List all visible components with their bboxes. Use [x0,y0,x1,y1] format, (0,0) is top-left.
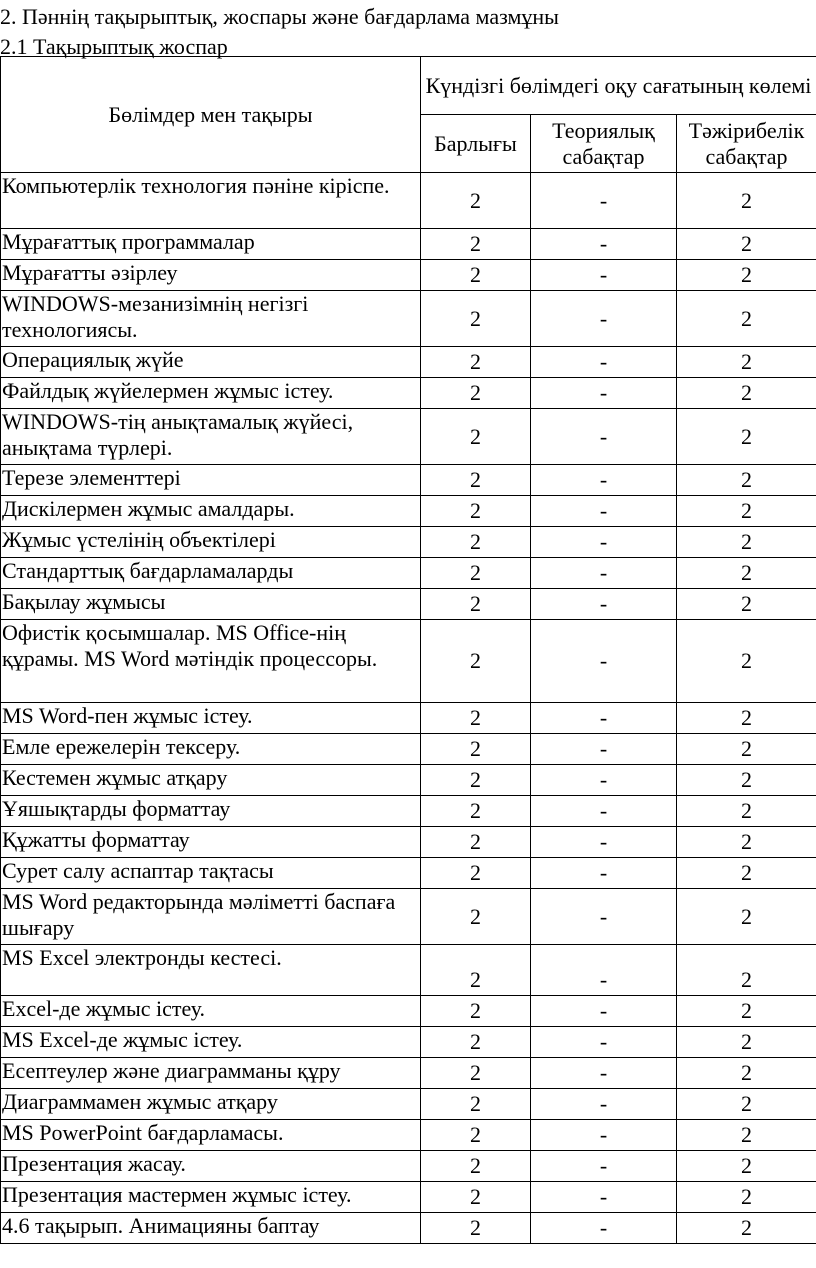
theory-hours-cell: - [531,945,677,996]
topic-cell: Стандарттық бағдарламаларды [1,558,421,589]
table-row [1,827,816,858]
topic-cell: Офистік қосымшалар. MS Office-нің құрамы. MS Word мәтіндік процессоры. [1,620,421,703]
header-theory: Теориялық сабақтар [531,115,677,173]
theory-hours-cell: - [531,1089,677,1120]
total-hours-cell: 2 [421,703,531,734]
practice-hours-cell: 2 [677,827,816,858]
topic-cell: Ұяшықтарды форматтау [1,796,421,827]
practice-hours-cell: 2 [677,378,816,409]
theory-hours-cell: - [531,229,677,260]
theory-hours-cell: - [531,173,677,229]
practice-hours-cell: 2 [677,260,816,291]
topic-cell: Операциялық жүйе [1,347,421,378]
total-hours-cell: 2 [421,527,531,558]
total-hours-cell: 2 [421,378,531,409]
total-hours-cell: 2 [421,229,531,260]
header-hours-group: Күндізгі бөлімдегі оқу сағатының көлемі [421,57,816,115]
total-hours-cell: 2 [421,465,531,496]
topic-cell: Дискілермен жұмыс амалдары. [1,496,421,527]
total-hours-cell: 2 [421,1182,531,1213]
topic-cell: Жұмыс үстелінің объектілері [1,527,421,558]
total-hours-cell: 2 [421,858,531,889]
table-row [1,734,816,765]
topic-cell: WINDOWS-мезанизімнің негізгі технологиясы. [1,291,421,347]
topic-cell: Құжатты форматтау [1,827,421,858]
topic-cell: WINDOWS-тің анықтамалық жүйесі, анықтама түрлері. [1,409,421,465]
topic-cell: Терезе элементтері [1,465,421,496]
practice-hours-cell: 2 [677,229,816,260]
table-row [1,558,816,589]
practice-hours-cell: 2 [677,945,816,996]
topic-cell: Сурет салу аспаптар тақтасы [1,858,421,889]
total-hours-cell: 2 [421,1151,531,1182]
topic-cell: Есептеулер және диаграмманы құру [1,1058,421,1089]
theory-hours-cell: - [531,260,677,291]
table-row [1,173,816,229]
practice-hours-cell: 2 [677,1182,816,1213]
table-row [1,291,816,347]
header-practice: Тәжірибелік сабақтар [677,115,816,173]
practice-hours-cell: 2 [677,796,816,827]
theory-hours-cell: - [531,378,677,409]
table-row [1,465,816,496]
theory-hours-cell: - [531,734,677,765]
table-row [1,1089,816,1120]
theory-hours-cell: - [531,765,677,796]
table-row [1,796,816,827]
practice-hours-cell: 2 [677,409,816,465]
theory-hours-cell: - [531,558,677,589]
theory-hours-cell: - [531,1058,677,1089]
total-hours-cell: 2 [421,291,531,347]
topic-cell: Excel-де жұмыс істеу. [1,996,421,1027]
thematic-plan-table [0,56,816,1244]
topic-cell: Презентация мастермен жұмыс істеу. [1,1182,421,1213]
table-row [1,889,816,945]
practice-hours-cell: 2 [677,496,816,527]
table-row [1,996,816,1027]
practice-hours-cell: 2 [677,1213,816,1244]
theory-hours-cell: - [531,889,677,945]
practice-hours-cell: 2 [677,465,816,496]
practice-hours-cell: 2 [677,291,816,347]
table-row [1,589,816,620]
practice-hours-cell: 2 [677,889,816,945]
total-hours-cell: 2 [421,734,531,765]
table-row [1,1213,816,1244]
practice-hours-cell: 2 [677,527,816,558]
theory-hours-cell: - [531,347,677,378]
theory-hours-cell: - [531,465,677,496]
theory-hours-cell: - [531,703,677,734]
table-row [1,1027,816,1058]
table-row [1,347,816,378]
theory-hours-cell: - [531,291,677,347]
total-hours-cell: 2 [421,945,531,996]
total-hours-cell: 2 [421,1089,531,1120]
practice-hours-cell: 2 [677,1120,816,1151]
topic-cell: Мұрағаттық программалар [1,229,421,260]
table-row [1,1120,816,1151]
table-row [1,703,816,734]
topic-cell: Емле ережелерін тексеру. [1,734,421,765]
topic-cell: Презентация жасау. [1,1151,421,1182]
table-row [1,945,816,996]
table-row [1,1058,816,1089]
theory-hours-cell: - [531,996,677,1027]
practice-hours-cell: 2 [677,1089,816,1120]
theory-hours-cell: - [531,527,677,558]
total-hours-cell: 2 [421,260,531,291]
total-hours-cell: 2 [421,558,531,589]
topic-cell: Файлдық жүйелермен жұмыс істеу. [1,378,421,409]
table-row [1,1151,816,1182]
practice-hours-cell: 2 [677,558,816,589]
table-row [1,1182,816,1213]
topic-cell: Бақылау жұмысы [1,589,421,620]
topic-cell: Кестемен жұмыс атқару [1,765,421,796]
total-hours-cell: 2 [421,173,531,229]
table-row [1,858,816,889]
total-hours-cell: 2 [421,996,531,1027]
table-row [1,527,816,558]
section-heading: 2. Пәннің тақырыптық, жоспары және бағдарлама мазмұны [0,4,559,29]
practice-hours-cell: 2 [677,1151,816,1182]
table-row [1,260,816,291]
practice-hours-cell: 2 [677,589,816,620]
theory-hours-cell: - [531,1151,677,1182]
practice-hours-cell: 2 [677,620,816,703]
header-total: Барлығы [421,115,531,173]
practice-hours-cell: 2 [677,703,816,734]
topic-cell: 4.6 тақырып. Анимацияны баптау [1,1213,421,1244]
theory-hours-cell: - [531,827,677,858]
topic-cell: MS Excel-де жұмыс істеу. [1,1027,421,1058]
topic-cell: Мұрағатты әзірлеу [1,260,421,291]
total-hours-cell: 2 [421,347,531,378]
practice-hours-cell: 2 [677,347,816,378]
table-row [1,620,816,703]
practice-hours-cell: 2 [677,765,816,796]
total-hours-cell: 2 [421,1058,531,1089]
table-row [1,765,816,796]
practice-hours-cell: 2 [677,996,816,1027]
practice-hours-cell: 2 [677,173,816,229]
total-hours-cell: 2 [421,765,531,796]
total-hours-cell: 2 [421,620,531,703]
table-row [1,496,816,527]
total-hours-cell: 2 [421,1027,531,1058]
practice-hours-cell: 2 [677,858,816,889]
theory-hours-cell: - [531,858,677,889]
theory-hours-cell: - [531,409,677,465]
topic-cell: MS PowerPoint бағдарламасы. [1,1120,421,1151]
practice-hours-cell: 2 [677,1058,816,1089]
theory-hours-cell: - [531,620,677,703]
table-row [1,409,816,465]
theory-hours-cell: - [531,1027,677,1058]
total-hours-cell: 2 [421,589,531,620]
total-hours-cell: 2 [421,1120,531,1151]
topic-cell: Диаграммамен жұмыс атқару [1,1089,421,1120]
topic-cell: MS Word-пен жұмыс істеу. [1,703,421,734]
subsection-heading: 2.1 Тақырыптық жоспар [0,34,228,59]
total-hours-cell: 2 [421,796,531,827]
topic-cell: Компьютерлік технология пәніне кіріспе. [1,173,421,229]
theory-hours-cell: - [531,1120,677,1151]
theory-hours-cell: - [531,1182,677,1213]
total-hours-cell: 2 [421,409,531,465]
total-hours-cell: 2 [421,827,531,858]
practice-hours-cell: 2 [677,1027,816,1058]
total-hours-cell: 2 [421,889,531,945]
theory-hours-cell: - [531,496,677,527]
total-hours-cell: 2 [421,496,531,527]
theory-hours-cell: - [531,589,677,620]
topic-cell: MS Word редакторында мәліметті баспаға шығару [1,889,421,945]
header-topic: Бөлімдер мен тақыры [1,57,421,173]
theory-hours-cell: - [531,796,677,827]
table-row [1,378,816,409]
table-row [1,229,816,260]
topic-cell: MS Excel электронды кестесі. [1,945,421,996]
theory-hours-cell: - [531,1213,677,1244]
total-hours-cell: 2 [421,1213,531,1244]
practice-hours-cell: 2 [677,734,816,765]
